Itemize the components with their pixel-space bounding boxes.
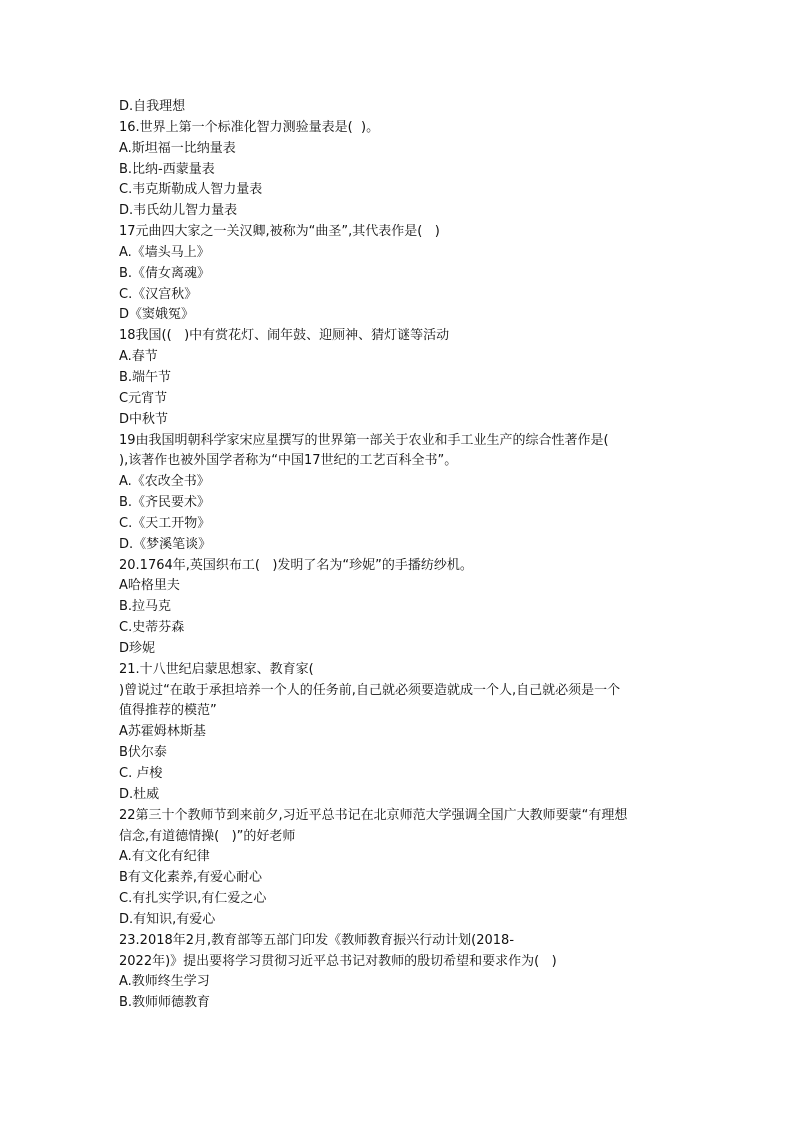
option-d: D.杜威: [119, 786, 160, 802]
document-body: [119, 97, 679, 1014]
option-b: B.比纳-西蒙量表: [119, 161, 215, 177]
option-c: C.韦克斯勒成人智力量表: [119, 182, 263, 198]
option-b: B有文化素养,有爱心耐心: [119, 870, 263, 886]
option-d: D.《梦溪笔谈》: [119, 536, 212, 552]
option-b: B.教师师德教育: [119, 995, 211, 1011]
option-a: A.教师终生学习: [119, 974, 210, 990]
option-a: A.有文化有纪律: [119, 849, 210, 865]
option-c: C. 卢梭: [119, 766, 163, 781]
question-22: 22第三十个教师节到来前夕,习近平总书记在北京师范大学强调全国广大教师要蒙“有理想: [119, 807, 628, 823]
option-d: D《窦娥冤》: [119, 307, 195, 323]
option-a: A哈格里夫: [119, 578, 180, 594]
option-a: A.春节: [119, 349, 158, 365]
question-19-continued: ),该著作也被外国学者称为“中国17世纪的工艺百科全书”。: [119, 453, 458, 469]
option-b: B.端午节: [119, 369, 172, 385]
question-21-continued: 值得推荐的模范”: [119, 703, 217, 719]
option-a: A.《墙头马上》: [119, 244, 210, 260]
question-22-continued: 信念,有道德情操( )”的好老师: [119, 828, 296, 844]
option-c: C.有扎实学识,有仁爱之心: [119, 891, 267, 907]
option-c: C.《天工开物》: [119, 515, 211, 531]
question-21: 21.十八世纪启蒙思想家、教育家(: [119, 661, 314, 677]
question-16: 16.世界上第一个标准化智力测验量表是( )。: [119, 119, 380, 135]
question-20: 20.1764年,英国织布工( )发明了名为“珍妮”的手播纺纱机。: [119, 557, 473, 573]
option-a: A.斯坦福一比纳量表: [119, 140, 236, 156]
option-c: C元宵节: [119, 390, 168, 406]
option-b: B伏尔泰: [119, 745, 167, 761]
option-d: D.有知识,有爱心: [119, 911, 216, 927]
option-c: C.史蒂芬森: [119, 620, 185, 636]
option-a: A.《农改全书》: [119, 474, 210, 490]
text-line: D.自我理想: [119, 99, 186, 114]
option-d: D.韦氏幼儿智力量表: [119, 203, 238, 219]
option-b: B.拉马克: [119, 599, 172, 615]
option-b: B.《倩女离魂》: [119, 265, 211, 281]
option-c: C.《汉宫秋》: [119, 286, 198, 302]
question-19: 19由我国明朝科学家宋应星撰写的世界第一部关于农业和手工业生产的综合性著作是(: [119, 432, 609, 448]
question-23-continued: 2022年)》提出要将学习贯彻习近平总书记对教师的殷切希望和要求作为( ): [119, 953, 557, 969]
question-21-continued: )曾说过“在敢于承担培养一个人的任务前,自己就必须要造就成一个人,自己就必须是一个: [119, 682, 621, 698]
option-b: B.《齐民要术》: [119, 495, 211, 511]
question-18: 18我国(( )中有赏花灯、闹年鼓、迎厕神、猜灯谜等活动: [119, 328, 450, 344]
option-d: D中秋节: [119, 411, 169, 427]
question-17: 17元曲四大家之一关汉卿,被称为“曲圣”,其代表作是( ): [119, 224, 440, 240]
option-d: D珍妮: [119, 640, 156, 656]
question-23: 23.2018年2月,教育部等五部门印发《教师教育振兴行动计划(2018-: [119, 932, 515, 948]
option-a: A苏霍姆林斯基: [119, 724, 206, 740]
